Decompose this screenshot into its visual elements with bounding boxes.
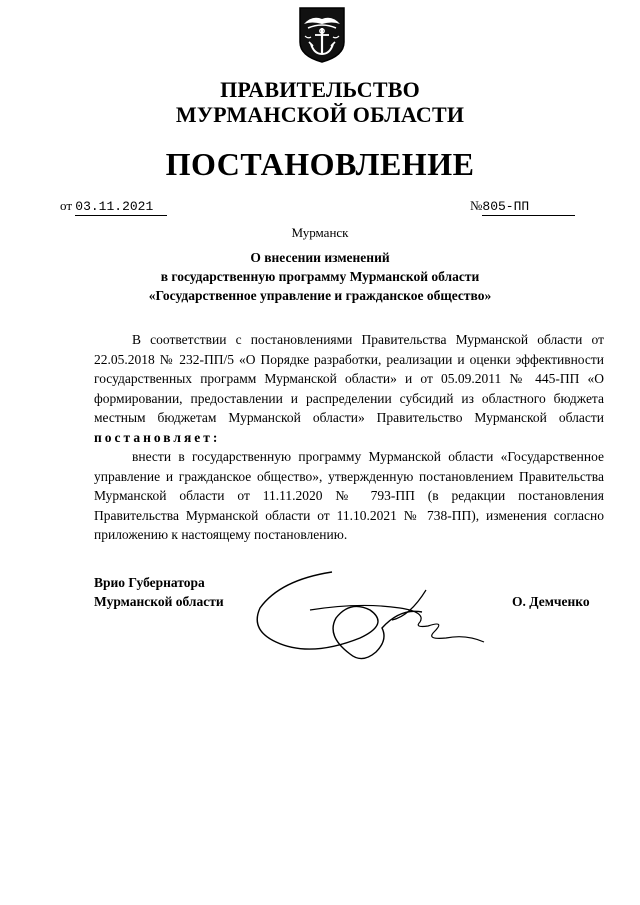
signatory-name: О. Демченко — [512, 594, 590, 609]
document-date: 03.11.2021 — [75, 199, 167, 216]
paragraph-2-text: внести в государственную программу Мурманской области «Государственное управление и гражданское общество», утвержденную постановлением Правительства Мурманской области от 11.11.2020 № 793-ПП (в редакции постановления Правительства Мурманской области от 11.10.2021 № 738-ПП), изменения согласно приложению к настоящему постановлению. — [94, 449, 604, 542]
coat-of-arms-icon — [298, 6, 346, 64]
subject-line-1: О внесении изменений — [250, 250, 390, 265]
body-paragraph-2 — [94, 447, 604, 545]
handwritten-signature — [250, 568, 500, 668]
body-paragraph-1 — [94, 330, 604, 447]
paragraph-1-text: В соответствии с постановлениями Правительства Мурманской области от 22.05.2018 № 232-ПП/5 «О Порядке разработки, реализации и оценки эффективности государственных программ Мурманской области» и от 05.09.2011 № 445-ПП «О формировании, предоставлении и распределении субсидий из областного бюджета местным бюджетам Мурманской области» Правительство Мурманской области — [94, 332, 604, 425]
document-body — [94, 330, 604, 545]
signatory-position-line2: Мурманской области — [94, 594, 224, 609]
organization-name-line2: МУРМАНСКОЙ ОБЛАСТИ — [175, 102, 465, 127]
document-number: 805-ПП — [482, 199, 575, 216]
resolution-keyword: постановляет: — [94, 429, 221, 445]
subject-line-2: в государственную программу Мурманской области — [160, 269, 480, 284]
document-subject — [0, 248, 640, 305]
organization-name-line1: ПРАВИТЕЛЬСТВО — [220, 77, 420, 102]
subject-line-3: «Государственное управление и гражданское общество» — [148, 288, 492, 303]
date-prefix: от — [60, 198, 73, 213]
document-date-row — [60, 198, 167, 216]
signatory-position-line1: Врио Губернатора — [94, 575, 205, 590]
number-prefix: № — [470, 198, 483, 213]
document-type-title: ПОСТАНОВЛЕНИЕ — [165, 146, 475, 182]
document-number-row — [470, 198, 575, 216]
document-city: Мурманск — [291, 225, 349, 240]
signatory-position — [94, 573, 224, 611]
